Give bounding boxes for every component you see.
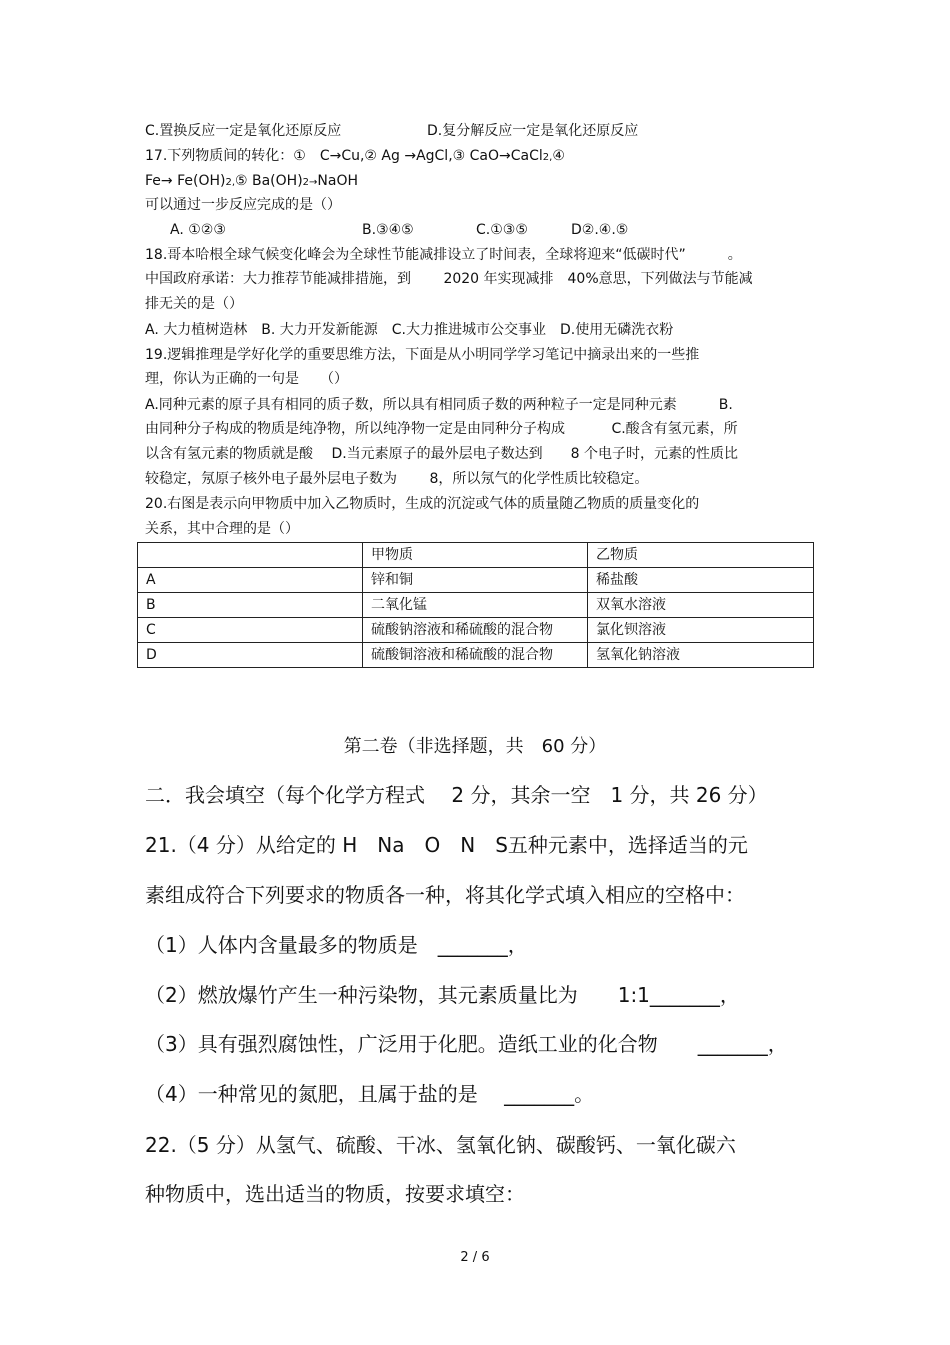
q17-stem-line2: Fe→ Fe(OH)2,⑤ Ba(OH)2→NaOH: [145, 173, 359, 189]
q20-line2: 关系，其中合理的是（）: [145, 521, 299, 537]
q16-option-c: C.置换反应一定是氧化还原反应: [145, 123, 342, 139]
part2-title: 第二卷（非选择题，共 60 分）: [343, 736, 607, 757]
table-cell: A: [138, 568, 363, 593]
q17-option-c: C.①③⑤: [476, 222, 528, 238]
q18-line1: 18.哥本哈根全球气候变化峰会为全球性节能减排设立了时间表，全球将迎来“低碳时代” 。: [145, 247, 742, 263]
table-cell: D: [138, 643, 363, 668]
table-cell: 氯化钡溶液: [588, 618, 814, 643]
q16-option-d: D.复分解反应一定是氧化还原反应: [427, 123, 639, 139]
q22-line1: 22.（5 分）从氢气、硫酸、干冰、氢氧化钠、碳酸钙、一氧化碳六: [145, 1133, 736, 1157]
table-cell: 二氧化锰: [363, 593, 588, 618]
table-cell: 锌和铜: [363, 568, 588, 593]
table-header-cell: 甲物质: [363, 543, 588, 568]
table-header-cell: 乙物质: [588, 543, 814, 568]
q21-item1: （1）人体内含量最多的物质是 _______，: [145, 933, 528, 957]
table-cell: 双氧水溶液: [588, 593, 814, 618]
q21-item4: （4）一种常见的氮肥，且属于盐的是 _______。: [145, 1082, 595, 1106]
table-header-row: [138, 543, 814, 568]
q22-line2: 种物质中，选出适当的物质，按要求填空：: [145, 1182, 525, 1206]
q19-line4: 由同种分子构成的物质是纯净物，所以纯净物一定是由同种分子构成 C.酸含有氢元素，所: [145, 421, 738, 437]
table-row: [138, 593, 814, 618]
q17-option-b: B.③④⑤: [362, 222, 414, 238]
table-cell: 硫酸钠溶液和稀硫酸的混合物: [363, 618, 588, 643]
table-cell: C: [138, 618, 363, 643]
q17-option-d: D②.④.⑤: [571, 222, 629, 238]
table-cell: 氢氧化钠溶液: [588, 643, 814, 668]
q19-line1: 19.逻辑推理是学好化学的重要思维方法，下面是从小明同学学习笔记中摘录出来的一些推: [145, 347, 700, 363]
table-cell: 稀盐酸: [588, 568, 814, 593]
section-title: 二．我会填空（每个化学方程式 2 分，其余一空 1 分，共 26 分）: [145, 783, 768, 807]
table-row: [138, 643, 814, 668]
q19-line2: 理，你认为正确的一句是 （）: [145, 371, 348, 387]
q19-line5: 以含有氢元素的物质就是酸 D.当元素原子的最外层电子数达到 8 个电子时，元素的性质比: [145, 446, 739, 462]
q19-line6: 较稳定，氖原子核外电子最外层电子数为 8，所以氖气的化学性质比较稳定。: [145, 471, 649, 487]
q19-line3: A.同种元素的原子具有相同的质子数，所以具有相同质子数的两种粒子一定是同种元素 B.: [145, 397, 733, 413]
q17-option-a: A. ①②③: [170, 222, 226, 238]
q20-options-table: [137, 542, 814, 668]
q18-options: A. 大力植树造林 B. 大力开发新能源 C.大力推进城市公交事业 D.使用无磷洗衣粉: [145, 322, 674, 338]
q17-stem-line1: 17.下列物质间的转化：① C→Cu,② Ag →AgCl,③ CaO→CaCl2,④: [145, 148, 565, 164]
q21-item3: （3）具有强烈腐蚀性，广泛用于化肥。造纸工业的化合物 _______，: [145, 1032, 788, 1056]
table-cell: 硫酸铜溶液和稀硫酸的混合物: [363, 643, 588, 668]
table-cell: B: [138, 593, 363, 618]
q20-line1: 20.右图是表示向甲物质中加入乙物质时，生成的沉淀或气体的质量随乙物质的质量变化的: [145, 496, 700, 512]
q21-item2: （2）燃放爆竹产生一种污染物，其元素质量比为 1:1_______，: [145, 983, 740, 1007]
table-header-cell: [138, 543, 363, 568]
table-row: [138, 618, 814, 643]
q21-line1: 21.（4 分）从给定的 H Na O N S五种元素中，选择适当的元: [145, 833, 748, 857]
q18-line2: 中国政府承诺：大力推荐节能减排措施，到 2020 年实现减排 40%意思，下列做法与节能减: [145, 271, 753, 287]
q18-line3: 排无关的是（）: [145, 296, 243, 312]
table-row: [138, 568, 814, 593]
page-number: 2 / 6: [460, 1250, 490, 1265]
q21-line2: 素组成符合下列要求的物质各一种，将其化学式填入相应的空格中：: [145, 883, 745, 907]
q17-stem-line3: 可以通过一步反应完成的是（）: [145, 197, 341, 213]
